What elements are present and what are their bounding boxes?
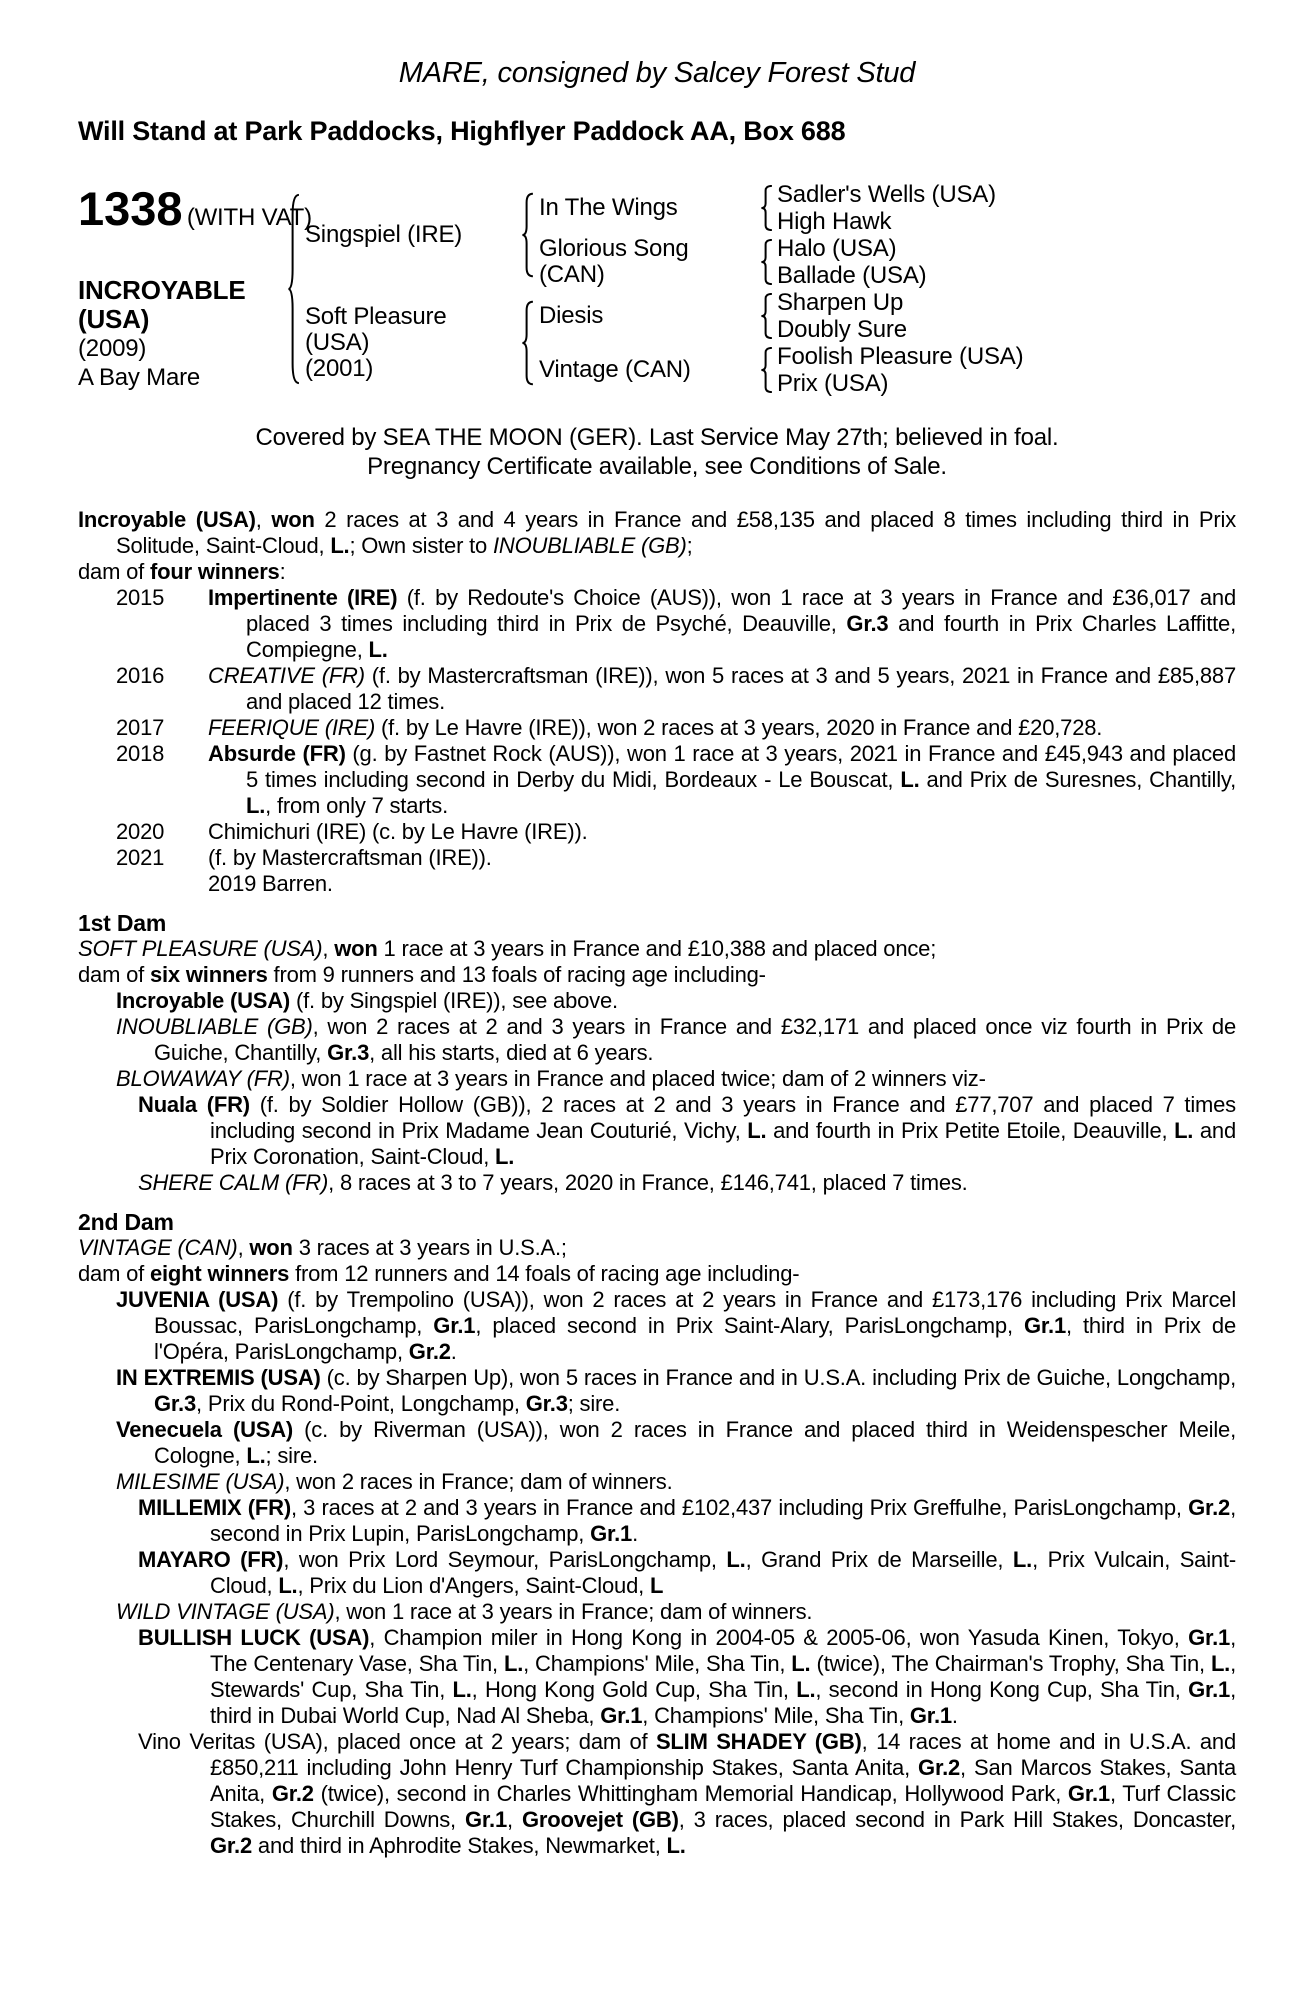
consignment-title: MARE, consigned by Salcey Forest Stud bbox=[398, 57, 916, 89]
text-run: Gr.2 bbox=[408, 1339, 451, 1364]
text-run: MAYARO (FR) bbox=[138, 1547, 284, 1572]
lot-number: 1338 bbox=[78, 182, 183, 235]
text-run: Gr.3 bbox=[154, 1391, 197, 1416]
progeny-entry bbox=[78, 1469, 1236, 1495]
text-run: , bbox=[255, 507, 272, 532]
text-run: and third in Aphrodite Stakes, Newmarket, bbox=[252, 1833, 667, 1858]
produce-entry bbox=[78, 741, 1236, 819]
text-run: (f. by Redoute's Choice (AUS)), won 1 race at 3 years in France and £36,017 and placed 3 times including third in Prix de Psyché, Deauville, bbox=[246, 585, 1236, 636]
progeny-entry bbox=[78, 1417, 1236, 1469]
text-run: Gr.1 bbox=[600, 1703, 643, 1728]
text-run: , third in Prix de l'Opéra, ParisLongchamp, bbox=[154, 1313, 1236, 1364]
text-run: : bbox=[279, 559, 286, 584]
text-run: , second in Hong Kong Cup, Sha Tin, bbox=[815, 1677, 1189, 1702]
text-run: , bbox=[507, 1807, 522, 1832]
progeny-entry bbox=[78, 1170, 1236, 1196]
text-run: , Champion miler in Hong Kong in 2004-05 & 2005-06, won Yasuda Kinen, Tokyo, bbox=[369, 1625, 1189, 1650]
text-run: . bbox=[951, 1703, 958, 1728]
text-run: , 14 races at home and in U.S.A. and £850,211 including John Henry Turf Championship Stakes, Santa Anita, bbox=[210, 1729, 1237, 1780]
brace-icon bbox=[757, 347, 777, 393]
text-run: Gr.1 bbox=[1188, 1677, 1231, 1702]
text-run: L. bbox=[1174, 1118, 1194, 1143]
text-run: , Champions' Mile, Sha Tin, bbox=[642, 1703, 910, 1728]
brace-icon bbox=[757, 185, 777, 231]
progeny-entry bbox=[78, 1547, 1236, 1599]
produce-entry bbox=[78, 585, 1236, 663]
text-run: Impertinente (IRE) bbox=[208, 585, 398, 610]
text-run: and fourth in Prix Petite Etoile, Deauville, bbox=[766, 1118, 1175, 1143]
text-run: IN EXTREMIS (USA) bbox=[116, 1365, 321, 1390]
progeny-entry bbox=[78, 1066, 1236, 1092]
text-run: from 9 runners and 13 foals of racing age including- bbox=[267, 962, 766, 987]
produce-entry bbox=[78, 819, 1236, 845]
text-run: MILLEMIX (FR) bbox=[138, 1495, 291, 1520]
produce-entry bbox=[78, 871, 1236, 897]
text-run: Gr.2 bbox=[210, 1833, 253, 1858]
text-run: Groovejet (GB) bbox=[521, 1807, 679, 1832]
pedigree-greatgrandparent: Sharpen Up bbox=[777, 288, 904, 316]
progeny-entry bbox=[78, 1495, 1236, 1547]
text-run: , placed second in Prix Saint-Alary, ParisLongchamp, bbox=[475, 1313, 1024, 1338]
text-run: eight winners bbox=[149, 1261, 290, 1286]
text-run: , Grand Prix de Marseille, bbox=[745, 1547, 1013, 1572]
text-run: , 8 races at 3 to 7 years, 2020 in France, £146,741, placed 7 times. bbox=[328, 1170, 968, 1195]
text-run: , Prix du Rond-Point, Longchamp, bbox=[196, 1391, 526, 1416]
text-run: from 12 runners and 14 foals of racing age including- bbox=[289, 1261, 800, 1286]
text-run: L. bbox=[747, 1118, 767, 1143]
progeny-entry bbox=[78, 1014, 1236, 1066]
text-run: L. bbox=[330, 533, 350, 558]
horse-identity bbox=[78, 276, 283, 392]
text-run: (f. by Mastercraftsman (IRE)), won 5 races at 3 and 5 years, 2021 in France and £85,887 and placed 12 times. bbox=[246, 663, 1236, 714]
text-run: (twice), second in Charles Whittingham Memorial Handicap, Hollywood Park, bbox=[313, 1781, 1068, 1806]
text-run: (f. by Trempolino (USA)), won 2 races at 2 years in France and £173,176 including Prix Marcel Boussac, ParisLongchamp, bbox=[154, 1287, 1237, 1338]
text-run: JUVENIA (USA) bbox=[116, 1287, 279, 1312]
text-run: , Champions' Mile, Sha Tin, bbox=[523, 1651, 792, 1676]
pedigree-dam-name: Soft Pleasure (USA) bbox=[305, 303, 447, 356]
text-run: ; sire. bbox=[567, 1391, 621, 1416]
text-run: L bbox=[649, 1573, 664, 1598]
text-run: Gr.1 bbox=[433, 1313, 476, 1338]
text-run: (c. by Sharpen Up), won 5 races in France and in U.S.A. including Prix de Guiche, Longchamp, bbox=[320, 1365, 1236, 1390]
text-run: , San Marcos Stakes, Santa Anita, bbox=[210, 1755, 1236, 1806]
text-run: Gr.2 bbox=[1188, 1495, 1231, 1520]
text-run: , from only 7 starts. bbox=[265, 793, 449, 818]
text-run: . bbox=[632, 1521, 639, 1546]
brace-icon bbox=[517, 192, 539, 278]
dam-of-line bbox=[78, 962, 1236, 988]
text-run: L. bbox=[246, 793, 266, 818]
horse-year-foaled: (2009) bbox=[78, 335, 147, 362]
text-run: , 3 races, placed second in Park Hill Stakes, Doncaster, bbox=[678, 1807, 1236, 1832]
text-run: , Hong Kong Gold Cup, Sha Tin, bbox=[471, 1677, 797, 1702]
text-run: , bbox=[322, 936, 335, 961]
text-run: , won 2 races in France; dam of winners. bbox=[284, 1469, 673, 1494]
text-run: BULLISH LUCK (USA) bbox=[138, 1625, 370, 1650]
stand-location: Will Stand at Park Paddocks, Highflyer Paddock AA, Box 688 bbox=[78, 116, 846, 146]
text-run: dam of bbox=[78, 962, 150, 987]
covering-line-1: Covered by SEA THE MOON (GER). Last Service May 27th; believed in foal. bbox=[255, 424, 1059, 451]
text-run: L. bbox=[278, 1573, 298, 1598]
pedigree-grandparent: In The Wings bbox=[539, 194, 678, 221]
pedigree-grandparent: Vintage (CAN) bbox=[539, 356, 691, 383]
text-run: 1 race at 3 years in France and £10,388 and placed once; bbox=[377, 936, 937, 961]
text-run: , won 1 race at 3 years in France; dam of winners. bbox=[334, 1599, 813, 1624]
text-run: L. bbox=[495, 1144, 515, 1169]
text-run: L. bbox=[726, 1547, 746, 1572]
text-run: , 3 races at 2 and 3 years in France and £102,437 including Prix Greffulhe, ParisLongchamp, bbox=[290, 1495, 1189, 1520]
second-dam-heading bbox=[78, 1209, 1236, 1235]
text-run: Incroyable (USA) bbox=[78, 507, 256, 532]
pedigree-greatgrandparent: High Hawk bbox=[777, 207, 892, 235]
text-run: (twice), The Chairman's Trophy, Sha Tin, bbox=[810, 1651, 1211, 1676]
text-run: ; sire. bbox=[265, 1443, 318, 1468]
progeny-entry bbox=[78, 1599, 1236, 1625]
text-run: dam of bbox=[78, 1261, 150, 1286]
text-run: SLIM SHADEY (GB) bbox=[655, 1729, 862, 1754]
text-run: (f. by Soldier Hollow (GB)), 2 races at 2 and 3 years in France and £77,707 and placed 7 times including second in Prix Madame Jean Couturié, Vichy, bbox=[210, 1092, 1236, 1143]
text-run: , won 1 race at 3 years in France and placed twice; dam of 2 winners viz- bbox=[289, 1066, 986, 1091]
text-run: , third in Dubai World Cup, Nad Al Sheba, bbox=[210, 1677, 1236, 1728]
text-run: four winners bbox=[149, 559, 280, 584]
progeny-entry bbox=[78, 1729, 1236, 1859]
text-run: Gr.2 bbox=[271, 1781, 314, 1806]
text-run: , bbox=[237, 1235, 250, 1260]
text-run: Chimichuri (IRE) (c. by Le Havre (IRE)). bbox=[208, 819, 588, 844]
progeny-entry bbox=[78, 1287, 1236, 1365]
covering-line-2: Pregnancy Certificate available, see Conditions of Sale. bbox=[367, 453, 947, 480]
text-run: Vino Veritas (USA), placed once at 2 years; dam of bbox=[138, 1729, 656, 1754]
horse-country: (USA) bbox=[78, 304, 150, 334]
brace-icon bbox=[757, 239, 777, 285]
lot-column bbox=[78, 181, 312, 392]
pedigree-greatgrandparent: Halo (USA) bbox=[777, 234, 897, 262]
pedigree-section bbox=[78, 181, 1236, 397]
text-run: 3 races at 3 years in U.S.A.; bbox=[292, 1235, 567, 1260]
pedigree-greatgrandparent: Ballade (USA) bbox=[777, 261, 927, 289]
text-run: dam of bbox=[78, 559, 150, 584]
text-run: Gr.1 bbox=[909, 1703, 952, 1728]
text-run: , all his starts, died at 6 years. bbox=[369, 1040, 654, 1065]
pedigree-sire: Singspiel (IRE) bbox=[305, 221, 463, 248]
text-run: Gr.3 bbox=[327, 1040, 370, 1065]
text-run: and Prix Coronation, Saint-Cloud, bbox=[210, 1118, 1236, 1169]
text-run: L. bbox=[1012, 1547, 1033, 1572]
text-run: L. bbox=[246, 1443, 266, 1468]
text-run: won bbox=[249, 1235, 293, 1260]
first-dam-heading bbox=[78, 910, 1236, 936]
dam-record-paragraph bbox=[78, 1235, 1236, 1261]
text-run: , Prix du Lion d'Angers, Saint-Cloud, bbox=[297, 1573, 650, 1598]
text-run: won bbox=[334, 936, 378, 961]
text-run: 2nd Dam bbox=[78, 1209, 174, 1235]
text-run: 2 races at 3 and 4 years in France and £58,135 and placed 8 times including third in Prix Solitude, Saint-Cloud, bbox=[116, 507, 1236, 558]
text-run: . bbox=[450, 1339, 457, 1364]
text-run: Absurde (FR) bbox=[208, 741, 346, 766]
text-run: FEERIQUE (IRE) bbox=[208, 715, 376, 740]
text-run: BLOWAWAY (FR) bbox=[116, 1066, 290, 1091]
pedigree-greatgrandparent: Foolish Pleasure (USA) bbox=[777, 342, 1024, 370]
produce-entry bbox=[78, 715, 1236, 741]
produce-entry bbox=[78, 663, 1236, 715]
text-run: Gr.1 bbox=[1188, 1625, 1231, 1650]
dam-of-line bbox=[78, 559, 1236, 585]
text-run: L. bbox=[791, 1651, 811, 1676]
text-run: (c. by Riverman (USA)), won 2 races in France and placed third in Weidenspescher Meile, Cologne, bbox=[154, 1417, 1237, 1468]
catalogue-body bbox=[78, 507, 1236, 1859]
text-run: L. bbox=[503, 1651, 524, 1676]
progeny-entry bbox=[78, 1625, 1236, 1729]
text-run: Venecuela (USA) bbox=[116, 1417, 294, 1442]
pedigree-dam bbox=[305, 304, 517, 382]
horse-colour: A Bay Mare bbox=[78, 364, 201, 391]
text-run: (f. by Le Havre (IRE)), won 2 races at 3 years, 2020 in France and £20,728. bbox=[375, 715, 1103, 740]
text-run: Incroyable (USA) bbox=[116, 988, 291, 1013]
brace-icon bbox=[517, 300, 539, 386]
text-run: Gr.1 bbox=[1067, 1781, 1110, 1806]
produce-year: 2018 bbox=[116, 741, 165, 766]
text-run: and Prix de Suresnes, Chantilly, bbox=[919, 767, 1236, 792]
pedigree-greatgrandparent: Doubly Sure bbox=[777, 315, 907, 343]
produce-year: 2021 bbox=[116, 845, 165, 870]
text-run: L. bbox=[1210, 1651, 1231, 1676]
text-run: , The Centenary Vase, Sha Tin, bbox=[210, 1625, 1237, 1676]
text-run: won bbox=[271, 507, 315, 532]
produce-year: 2020 bbox=[116, 819, 165, 844]
produce-year: 2016 bbox=[116, 663, 165, 688]
pedigree-greatgrandparent: Sadler's Wells (USA) bbox=[777, 180, 996, 208]
progeny-entry bbox=[78, 1365, 1236, 1417]
text-run: MILESIME (USA) bbox=[116, 1469, 285, 1494]
text-run: , second in Prix Lupin, ParisLongchamp, bbox=[210, 1495, 1236, 1546]
vat-note-text: (WITH VAT) bbox=[186, 204, 312, 231]
text-run: (f. by Mastercraftsman (IRE)). bbox=[208, 845, 492, 870]
produce-year: 2015 bbox=[116, 585, 165, 610]
text-run: Gr.1 bbox=[1023, 1313, 1066, 1338]
text-run: L. bbox=[796, 1677, 816, 1702]
pedigree-table bbox=[283, 181, 1236, 397]
dam-record-paragraph bbox=[78, 936, 1236, 962]
text-run: 1st Dam bbox=[78, 910, 167, 936]
text-run: SHERE CALM (FR) bbox=[138, 1170, 329, 1195]
text-run: ; bbox=[686, 533, 693, 558]
text-run: Gr.3 bbox=[846, 611, 889, 636]
produce-entry bbox=[78, 845, 1236, 871]
text-run: Gr.1 bbox=[464, 1807, 507, 1832]
progeny-entry bbox=[78, 988, 1236, 1014]
text-run: and fourth in Prix Charles Laffitte, Compiegne, bbox=[246, 611, 1236, 662]
pedigree-greatgrandparent: Prix (USA) bbox=[777, 369, 889, 397]
text-run: , Stewards' Cup, Sha Tin, bbox=[210, 1651, 1237, 1702]
text-run: Gr.3 bbox=[525, 1391, 568, 1416]
text-run: Gr.1 bbox=[590, 1521, 633, 1546]
covering-statement bbox=[78, 423, 1236, 481]
text-run: 2019 Barren. bbox=[208, 871, 333, 896]
text-run: L. bbox=[900, 767, 920, 792]
text-run: , Prix Vulcain, Saint-Cloud, bbox=[210, 1547, 1236, 1598]
brace-icon bbox=[757, 293, 777, 339]
text-run: , won Prix Lord Seymour, ParisLongchamp, bbox=[283, 1547, 727, 1572]
text-run: Nuala (FR) bbox=[138, 1092, 250, 1117]
text-run: INOUBLIABLE (GB) bbox=[492, 533, 687, 558]
text-run: (f. by Singspiel (IRE)), see above. bbox=[290, 988, 618, 1013]
progeny-entry bbox=[78, 1092, 1236, 1170]
text-run: Gr.2 bbox=[918, 1755, 961, 1780]
text-run: VINTAGE (CAN) bbox=[78, 1235, 238, 1260]
text-run: , won 2 races at 2 and 3 years in France and £32,171 and placed once viz fourth in Prix de Guiche, Chantilly, bbox=[154, 1014, 1237, 1065]
brace-icon bbox=[283, 191, 305, 387]
text-run: SOFT PLEASURE (USA) bbox=[78, 936, 323, 961]
text-run: ; Own sister to bbox=[349, 533, 493, 558]
text-run: (g. by Fastnet Rock (AUS)), won 1 race at 3 years, 2021 in France and £45,943 and placed 5 times including second in Derby du Midi, Bordeaux - Le Bouscat, bbox=[246, 741, 1236, 792]
text-run: L. bbox=[452, 1677, 472, 1702]
pedigree-grandparent: Diesis bbox=[539, 302, 604, 329]
text-run: , Turf Classic Stakes, Churchill Downs, bbox=[210, 1781, 1236, 1832]
text-run: L. bbox=[666, 1833, 686, 1858]
race-record-paragraph bbox=[78, 507, 1236, 559]
pedigree-dam-year: (2001) bbox=[305, 355, 374, 382]
text-run: INOUBLIABLE (GB) bbox=[116, 1014, 313, 1039]
produce-year: 2017 bbox=[116, 715, 165, 740]
text-run: CREATIVE (FR) bbox=[208, 663, 365, 688]
text-run: L. bbox=[368, 637, 388, 662]
pedigree-grandparent: Glorious Song (CAN) bbox=[539, 235, 689, 288]
dam-of-line bbox=[78, 1261, 1236, 1287]
horse-name: INCROYABLE bbox=[78, 275, 246, 305]
text-run: WILD VINTAGE (USA) bbox=[116, 1599, 335, 1624]
text-run: six winners bbox=[149, 962, 268, 987]
